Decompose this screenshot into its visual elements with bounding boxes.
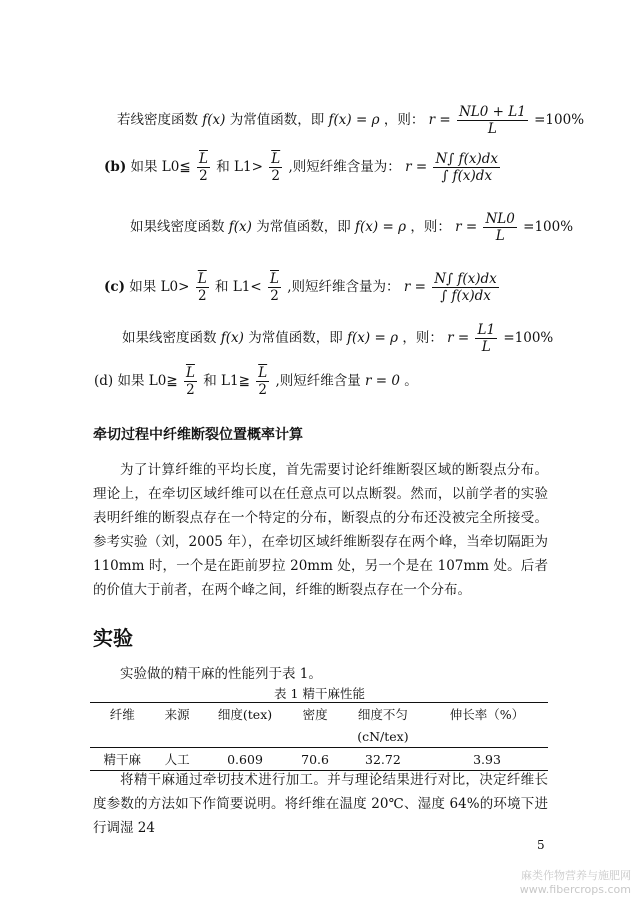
formula-eq: f(x) = ρ [347,330,399,346]
fraction-half [197,151,210,184]
fraction-numerator: $\overline{L}$ [197,271,207,287]
integral-fraction [432,271,499,304]
formula-text: 为常值函数，即 [256,219,351,235]
formula-text: 为常值函数，即 [248,330,343,346]
formula-percent: =100% [523,219,574,235]
table-cell: 32.72 [340,748,426,771]
formula-text: ,则短纤维含量为： [287,279,400,295]
table-caption: 表 1 精干麻性能 [274,686,365,701]
fraction-half [268,271,281,304]
table-cell: 精干麻 [90,748,155,771]
formula-r: r = [405,159,428,175]
formula-line-b2 [130,211,573,244]
formula-line-b [104,151,502,184]
formula-percent: =100% [503,330,554,346]
fraction-denominator: 2 [197,288,207,304]
properties-table [90,702,548,771]
formula-eq: r = 0 [365,373,400,389]
formula-line-a [117,104,584,137]
fraction-numerator: NL0 + L1 [458,104,526,120]
formula-text: ,则短纤维含量为： [288,159,401,175]
formula-line-c2 [122,322,553,355]
formula-fx: f(x) [228,219,252,235]
fraction [483,211,516,244]
formula-fx: f(x) [220,330,244,346]
integral-fraction [433,151,500,184]
formula-text: 为常值函数，即 [229,112,325,128]
table-cell: 人工 [155,748,200,771]
fraction-numerator: $\overline{L}$ [270,271,279,287]
table-header-cell: 纤维 [90,703,155,726]
formula-text: 如果 L0≧ [117,373,178,389]
fraction-numerator: $\overline{L}$ [185,365,195,381]
fraction-denominator: ∫ f(x)dx [441,168,493,184]
table-cell: 0.609 [200,748,291,771]
formula-text: 和 L1≧ [203,373,250,389]
fraction-half [184,365,197,398]
fraction-half [256,365,269,398]
formula-text: 。 [404,373,418,389]
fraction-denominator: 2 [186,382,195,398]
formula-line-d [94,365,418,398]
table-header-cell: 细度(tex) [200,703,291,726]
formula-r: r = [455,219,478,235]
formula-r: r = [447,330,470,346]
case-label: (d) [94,373,114,389]
fraction-numerator: NL0 [485,211,515,227]
formula-fx: f(x) [202,112,226,128]
formula-text: 和 L1> [216,159,263,175]
formula-r: r = [428,112,451,128]
fraction-denominator: 2 [199,168,208,184]
formula-text: 如果 L0> [129,279,190,295]
fraction-numerator: N∫ f(x)dx [435,151,498,167]
formula-text: ，则： [410,219,451,235]
formula-text: 如果线密度函数 [122,330,217,346]
formula-percent: =100% [534,112,585,128]
table-header-cell: 来源 [155,703,200,726]
fraction [457,104,528,137]
case-label: (c) [104,279,125,295]
body-paragraph: 将精干麻通过牵切技术进行加工。并与理论结果进行对比，决定纤维长度参数的方法如下作简要说明。将纤维在温度 20℃、湿度 64%的环境下进行调湿 24 [93,772,548,836]
fraction-numerator: $\overline{L}$ [271,151,281,167]
formula-text: ,则短纤维含量 [275,373,361,389]
fraction-half [196,271,209,304]
formula-text: 和 L1< [215,279,262,295]
chapter-heading: 实验 [93,626,133,650]
page-number: 5 [537,838,545,852]
fraction-denominator: L [495,228,505,244]
table-header-row [90,703,548,726]
table-header-cell: 密度 [290,703,340,726]
watermark [520,869,631,897]
fraction [475,322,497,355]
formula-text: ，则： [402,330,443,346]
body-paragraph: 实验做的精干麻的性能列于表 1。 [120,666,322,682]
formula-text: 如果 L0≦ [130,159,191,175]
fraction-half [269,151,282,184]
formula-r: r = [403,279,426,295]
case-label: (b) [104,159,127,175]
formula-text: 若线密度函数 [117,112,198,128]
fraction-numerator: $\overline{L}$ [198,151,208,167]
fraction-numerator: $\overline{L}$ [258,365,268,381]
body-paragraph: 为了计算纤维的平均长度，首先需要讨论纤维断裂区域的断裂点分布。理论上，在牵切区域纤维可以在任意点可以点断裂。然而，以前学者的实验表明纤维的断裂点存在一个特定的分布，断裂点的分布还没被完全所接受。参考实验（刘，2005 年），在牵切区域纤维断裂存在两个峰，当牵切隔距为 110mm 时，一个是在距前罗拉 20mm 处，另一个是在 107mm 处。后者的价值大于前者，在两个峰之间，纤维的断裂点存在一个分布。 [93,462,548,598]
watermark-url: www.fibercrops.com [519,883,631,896]
formula-line-c [104,271,501,304]
table-cell: 3.93 [426,748,548,771]
fraction-numerator: N∫ f(x)dx [434,271,497,287]
fraction-denominator: 2 [271,168,280,184]
fraction-denominator: L [481,339,491,355]
table-cell: 70.6 [290,748,340,771]
formula-text: ，则： [383,112,425,128]
watermark-text: 麻类作物营养与施肥网 [521,869,631,882]
fraction-numerator: L1 [477,322,496,338]
fraction-denominator: 2 [258,382,267,398]
formula-eq: f(x) = ρ [328,112,380,128]
fraction-denominator: ∫ f(x)dx [440,288,491,304]
fraction-denominator: 2 [270,288,279,304]
formula-eq: f(x) = ρ [355,219,407,235]
fraction-denominator: L [487,121,497,137]
table-header-cell: 伸长率（%） [426,703,548,726]
table-header-unit: (cN/tex) [340,725,426,748]
section-heading: 牵切过程中纤维断裂位置概率计算 [93,427,303,443]
table-header-subrow [90,725,548,748]
formula-text: 如果线密度函数 [130,219,225,235]
table-header-cell: 细度不匀 [340,703,426,726]
